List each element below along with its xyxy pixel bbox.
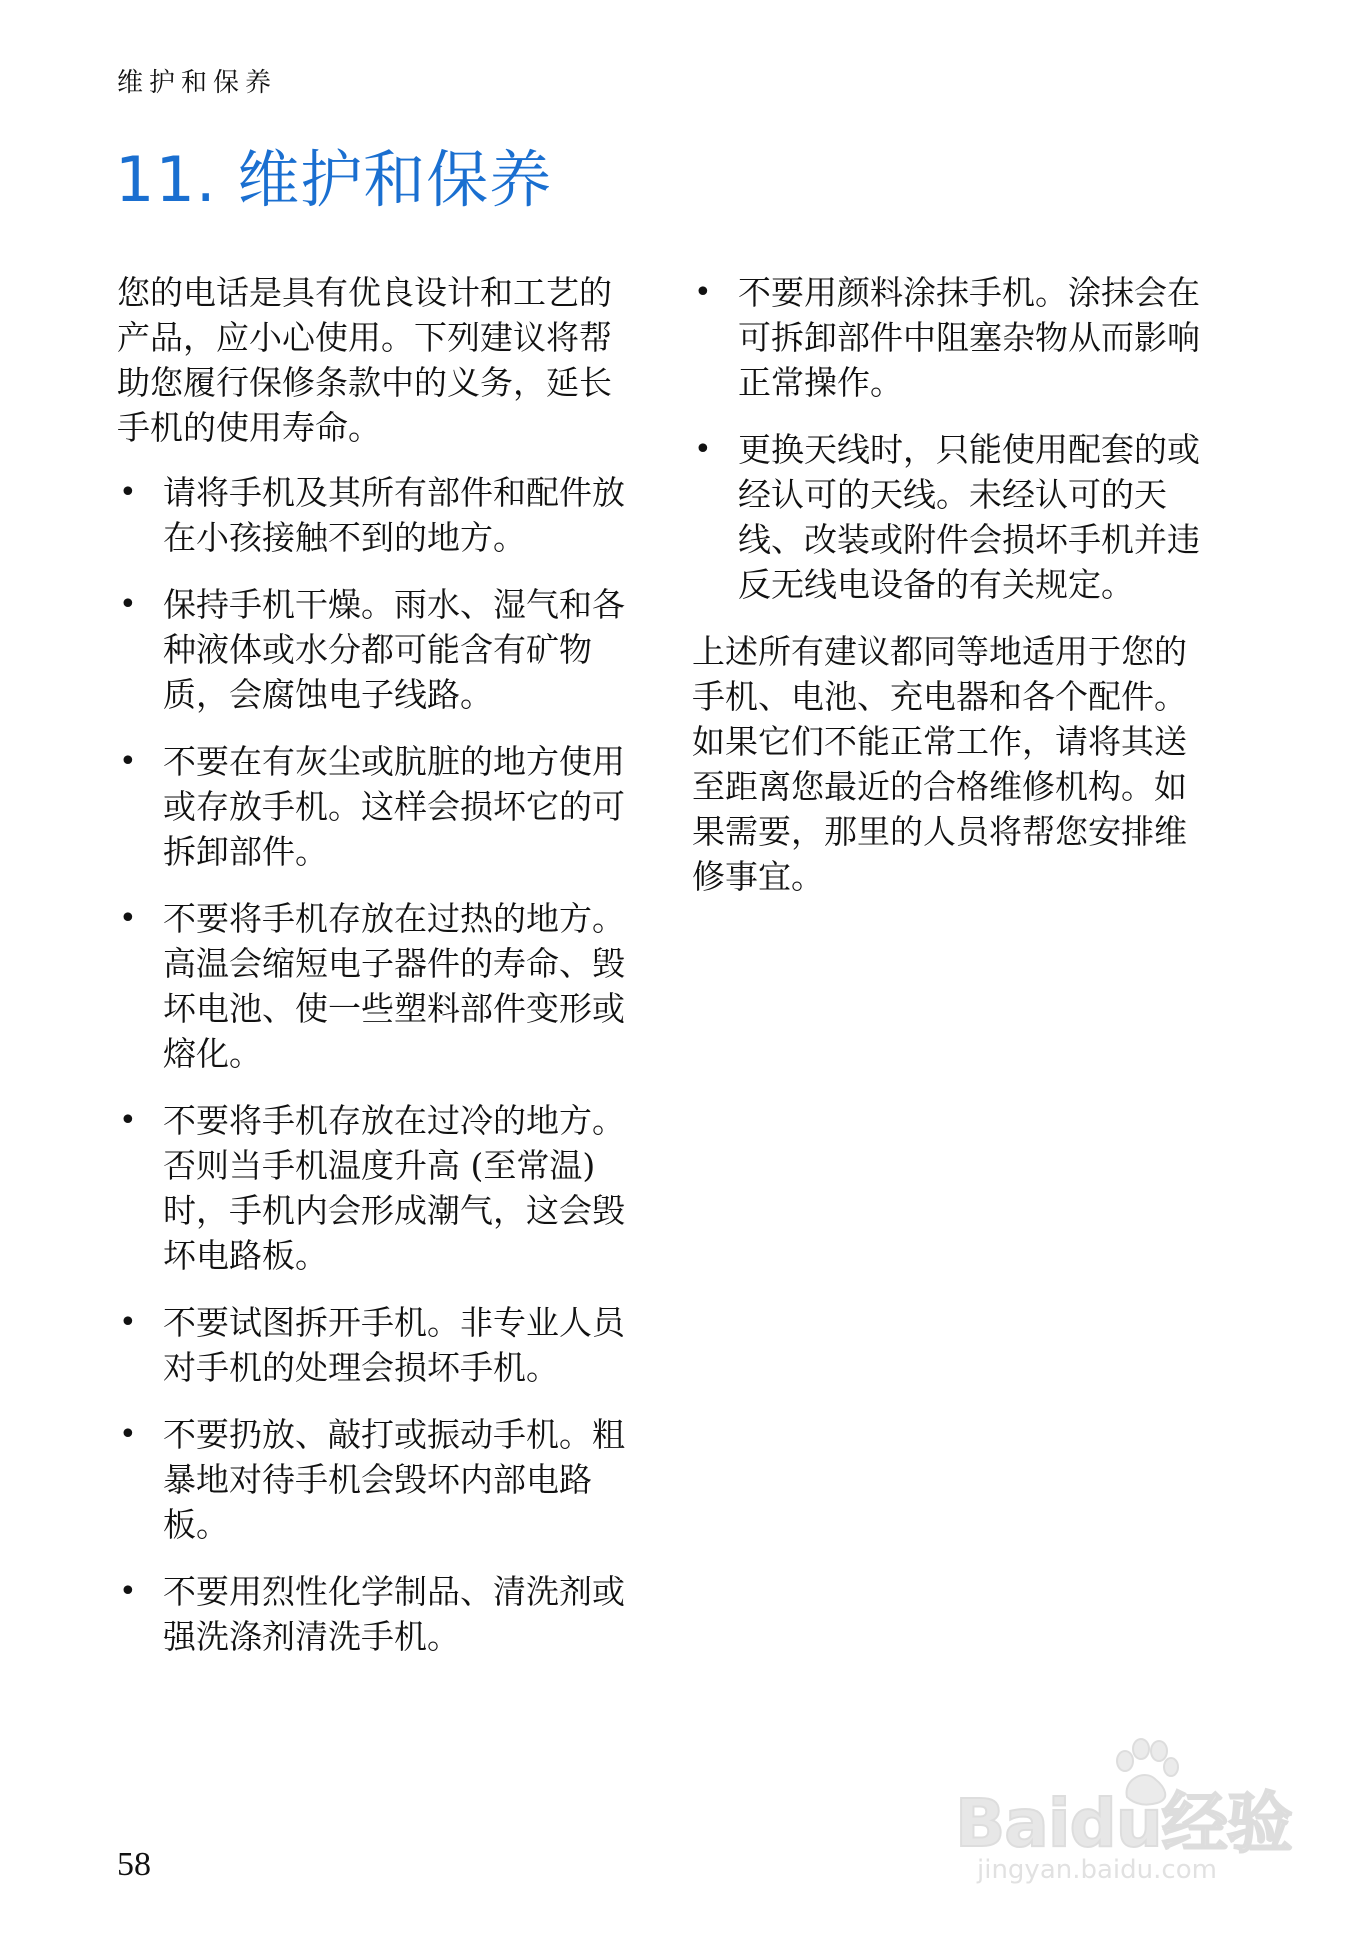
watermark-logo-text: Baidu经验 <box>955 1785 1292 1862</box>
bullet-icon: • <box>119 1305 137 1340</box>
intro-paragraph: 您的电话是具有优良设计和工艺的产品，应小心使用。下列建议将帮助您履行保修条款中的义务，延长手机的使用寿命。 <box>117 273 612 447</box>
bullet-icon: • <box>119 1417 137 1452</box>
right-bullet-list <box>692 270 1212 607</box>
left-bullet-list <box>117 470 637 1659</box>
bullet-icon: • <box>119 901 137 936</box>
bullet-icon: • <box>694 432 712 467</box>
list-item-text: 不要将手机存放在过热的地方。高温会缩短电子器件的寿命、毁坏电池、使一些塑料部件变形或熔化。 <box>163 899 625 1073</box>
list-item-text: 更换天线时，只能使用配套的或经认可的天线。未经认可的天线、改装或附件会损坏手机并违反无线电设备的有关规定。 <box>738 430 1200 604</box>
chapter-title: 11. 维护和保养 <box>115 143 553 216</box>
list-item <box>692 270 1212 405</box>
bullet-icon: • <box>119 1103 137 1138</box>
list-item-text: 不要用颜料涂抹手机。涂抹会在可拆卸部件中阻塞杂物从而影响正常操作。 <box>738 273 1200 402</box>
watermark-url: jingyan.baidu.com <box>977 1855 1217 1885</box>
list-item-text: 不要试图拆开手机。非专业人员对手机的处理会损坏手机。 <box>163 1303 625 1387</box>
list-item <box>117 1300 637 1390</box>
closing-paragraph: 上述所有建议都同等地适用于您的手机、电池、充电器和各个配件。如果它们不能正常工作，请将其送至距离您最近的合格维修机构。如果需要，那里的人员将帮您安排维修事宜。 <box>692 632 1187 896</box>
list-item-text: 不要用烈性化学制品、清洗剂或强洗涤剂清洗手机。 <box>163 1572 625 1656</box>
list-item-text: 不要扔放、敲打或振动手机。粗暴地对待手机会毁坏内部电路板。 <box>163 1415 625 1544</box>
right-column <box>692 270 1212 919</box>
list-item-text: 保持手机干燥。雨水、湿气和各种液体或水分都可能含有矿物质，会腐蚀电子线路。 <box>163 585 625 714</box>
running-header: 维护和保养 <box>117 68 278 98</box>
left-column <box>117 270 637 1681</box>
page-number: 58 <box>117 1846 151 1883</box>
list-item-text: 请将手机及其所有部件和配件放在小孩接触不到的地方。 <box>163 473 625 557</box>
bullet-icon: • <box>119 475 137 510</box>
list-item <box>117 1569 637 1659</box>
baidu-watermark <box>955 1735 1315 1905</box>
list-item-text: 不要在有灰尘或肮脏的地方使用或存放手机。这样会损坏它的可拆卸部件。 <box>163 742 625 871</box>
list-item <box>117 582 637 717</box>
bullet-icon: • <box>119 587 137 622</box>
list-item <box>117 896 637 1076</box>
list-item <box>117 1098 637 1278</box>
list-item <box>117 1412 637 1547</box>
bullet-icon: • <box>119 744 137 779</box>
list-item <box>692 427 1212 607</box>
bullet-icon: • <box>119 1574 137 1609</box>
bullet-icon: • <box>694 275 712 310</box>
list-item-text: 不要将手机存放在过冷的地方。否则当手机温度升高 (至常温) 时，手机内会形成潮气，这会毁坏电路板。 <box>163 1101 625 1275</box>
list-item <box>117 470 637 560</box>
list-item <box>117 739 637 874</box>
